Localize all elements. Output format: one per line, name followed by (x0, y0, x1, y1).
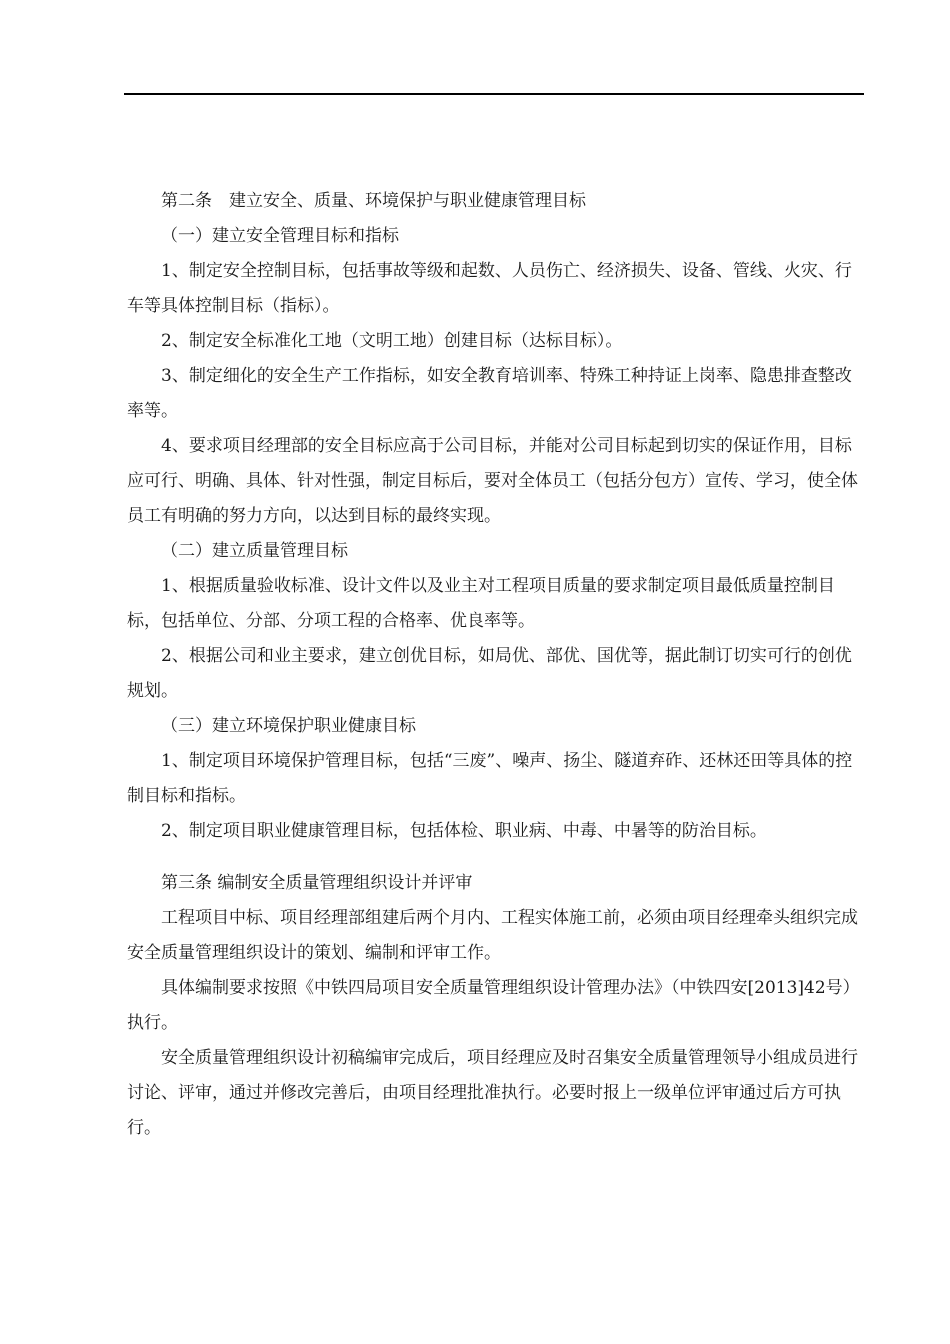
section-2-heading: （二）建立质量管理目标 (161, 541, 348, 561)
article-2-title: 第二条 建立安全、质量、环境保护与职业健康管理目标 (161, 191, 586, 211)
paragraph: 1、制定项目环境保护管理目标，包括“三废”、噪声、扬尘、隧道弃砟、还林还田等具体的控制目标和指标。 (127, 751, 853, 806)
paragraph: 1、制定安全控制目标，包括事故等级和起数、人员伤亡、经济损失、设备、管线、火灾、行车等具体控制目标（指标）。 (127, 261, 852, 316)
paragraph: 具体编制要求按照《中铁四局项目安全质量管理组织设计管理办法》（中铁四安[2013]42号）执行。 (127, 978, 860, 1033)
paragraph: 3、制定细化的安全生产工作指标，如安全教育培训率、特殊工种持证上岗率、隐患排查整改率等。 (127, 366, 852, 421)
paragraph: 安全质量管理组织设计初稿编审完成后，项目经理应及时召集安全质量管理领导小组成员进行讨论、评审，通过并修改完善后，由项目经理批准执行。必要时报上一级单位评审通过后方可执行。 (127, 1048, 858, 1138)
section-3-heading: （三）建立环境保护职业健康目标 (161, 716, 416, 736)
document-body (127, 184, 863, 1146)
paragraph: 2、根据公司和业主要求，建立创优目标，如局优、部优、国优等，据此制订切实可行的创优规划。 (127, 646, 852, 701)
paragraph: 工程项目中标、项目经理部组建后两个月内、工程实体施工前，必须由项目经理牵头组织完成安全质量管理组织设计的策划、编制和评审工作。 (127, 908, 858, 963)
paragraph: 1、根据质量验收标准、设计文件以及业主对工程项目质量的要求制定项目最低质量控制目标，包括单位、分部、分项工程的合格率、优良率等。 (127, 576, 835, 631)
paragraph: 2、制定项目职业健康管理目标，包括体检、职业病、中毒、中暑等的防治目标。 (161, 821, 767, 841)
header-rule (124, 93, 864, 95)
article-3-title: 第三条 编制安全质量管理组织设计并评审 (161, 873, 473, 893)
section-1-heading: （一）建立安全管理目标和指标 (161, 226, 399, 246)
paragraph: 4、要求项目经理部的安全目标应高于公司目标，并能对公司目标起到切实的保证作用，目标应可行、明确、具体、针对性强，制定目标后，要对全体员工（包括分包方）宣传、学习，使全体员工有明确的努力方向，以达到目标的最终实现。 (127, 436, 858, 526)
paragraph: 2、制定安全标准化工地（文明工地）创建目标（达标目标）。 (161, 331, 623, 351)
section-gap (127, 849, 863, 866)
